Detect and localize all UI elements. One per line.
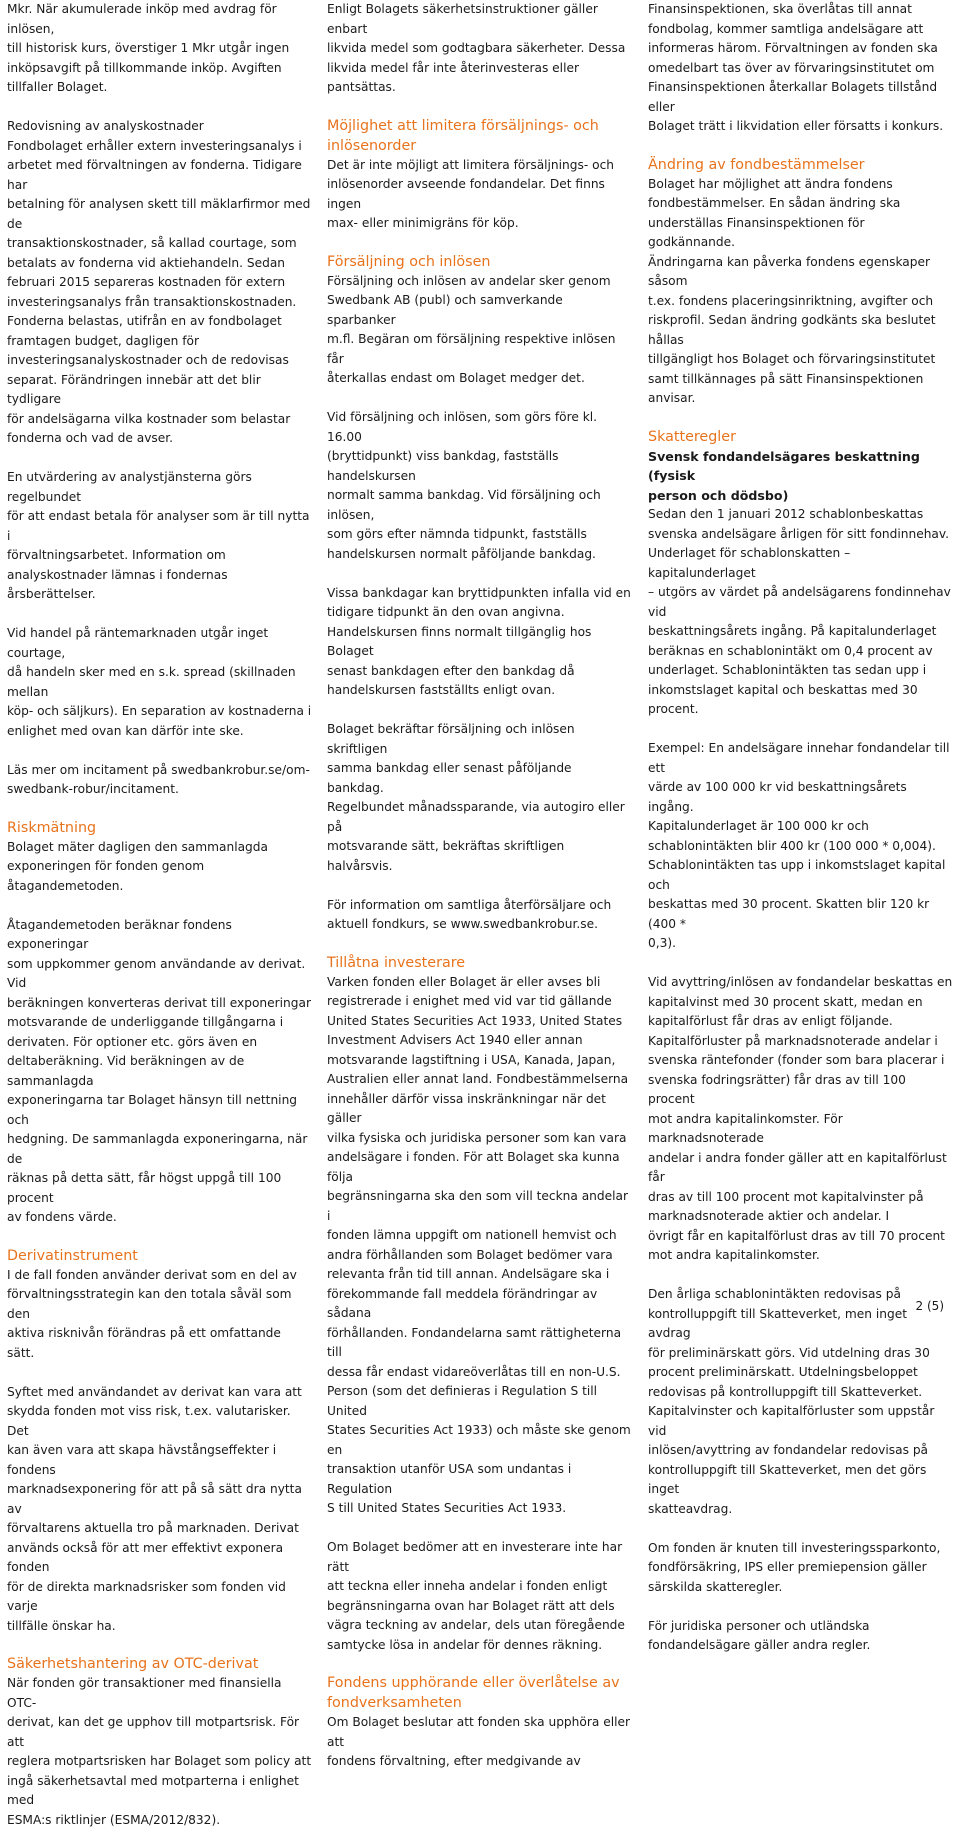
paragraph: Enligt Bolagets säkerhetsinstruktioner gäller enbart likvida medel som godtagbara säkerheter. Dessa likvida medel får inte återinvesteras eller pantsättas. — [327, 2, 626, 94]
section-heading-tillatna-investerare: Tillåtna investerare — [327, 954, 466, 971]
paragraph: Syftet med användandet av derivat kan vara att skydda fonden mot viss risk, t.ex. valutarisker. Det kan även vara att skapa hävstångseffekter i fondens marknadsexponering för att på så sätt dra nytta av förvaltarens aktuella tro på marknaden. Derivat används också för att mer effektivt exponera fonden för de direkta marknadsrisker som fonden vid varje tillfälle önskar ha. — [7, 1384, 302, 1633]
paragraph: För juridiska personer och utländska fondandelsägare gäller andra regler. — [648, 1618, 871, 1652]
paragraph: Om fonden är knuten till investeringssparkonto, fondförsäkring, IPS eller premiepension gäller särskilda skatteregler. — [648, 1540, 941, 1594]
paragraph: Det är inte möjligt att limitera försäljnings- och inlösenorder avseende fondandelar. Det finns ingen max- eller minimigräns för köp. — [327, 157, 615, 230]
paragraph: Vid handel på räntemarknaden utgår inget courtage, då handeln sker med en s.k. spread (skillnaden mellan köp- och säljkurs). En separation av kostnaderna i enlighet med ovan kan därför inte ske. — [7, 626, 312, 738]
paragraph: För information om samtliga återförsäljare och aktuell fondkurs, se www.swedbankrobur.se. — [327, 897, 612, 931]
paragraph: Försäljning och inlösen av andelar sker genom Swedbank AB (publ) och samverkande sparbanker m.fl. Begäran om försäljning respektive inlösen får återkallas endast om Bolaget medger det. — [327, 273, 616, 385]
paragraph: Vid avyttring/inlösen av fondandelar beskattas en kapitalvinst med 30 procent skatt, medan en kapitalförlust får dras av enligt följande. Kapitalförluster på marknadsnoterade andelar i svenska räntefonder (fonder som bara placerar i svenska fodringsrätter) får dras av till 100 procent mot andra kapitalinkomster. För marknadsnoterade andelar i andra fonder gäller att en kapitalförlust får dras av till 100 procent mot kapitalvinster på marknadsnoterade aktier och andelar. I övrigt får en kapitalförlust dras av till 70 procent mot andra kapitalinkomster. — [648, 975, 953, 1262]
paragraph: Varken fonden eller Bolaget är eller avses bli registrerade i enighet med vid var tid gällande United States Securities Act 1933, United States Investment Advisers Act 1940 eller annan motsvarande lagstiftning i USA, Kanada, Japan, Australien eller annat land. Fondbestämmelserna innehåller därför vissa inskränkningar när det gäller vilka fysiska och juridiska personer som kan vara andelsägare i fonden. För att Bolaget ska kunna följa begränsningarna ska den som vill teckna andelar i fonden lämna uppgift om nationell hemvist och andra förhållanden som Bolaget bedömer vara relevanta från tid till annan. Andelsägare ska i förekommande fall meddela förändringar av sådana förhållanden. Fondandelarna samt rättigheterna till dessa får endast vidareöverlåtas till en non-U.S. Person (som det definieras i Regulation S till United States Securities Act 1933) och måste ske genom en transaktion utanför USA som undantas i Regulation S till United States Securities Act 1933. — [327, 974, 631, 1515]
column-1 — [7, 0, 312, 1830]
section-heading-andring: Ändring av fondbestämmelser — [648, 156, 865, 173]
paragraph: Vissa bankdagar kan bryttidpunkten infalla vid en tidigare tidpunkt än den ovan angivna. Handelskursen finns normalt tillgänglig hos Bolaget senast bankdagen efter den bankdag då handelskursen fastställts enligt ovan. — [327, 585, 631, 697]
paragraph: Den årliga schablonintäkten redovisas på kontrolluppgift till Skatteverket, men inget avdrag för preliminärskatt görs. Vid utdelning dras 30 procent preliminärskatt. Utdelningsbeloppet redovisas på kontrolluppgift till Skatteverket. Kapitalvinster och kapitalförluster som uppstår vid inlösen/avyttring av fondandelar redovisas på kontrolluppgift till Skatteverket, men det görs inget skatteavdrag. — [648, 1287, 935, 1516]
subheading-svensk-beskattning: Svensk fondandelsägares beskattning (fysisk person och dödsbo) — [648, 448, 920, 503]
paragraph: Bolaget bekräftar försäljning och inlösen skriftligen samma bankdag eller senast påföljande bankdag. Regelbundet månadssparande, via autogiro eller på motsvarande sätt, bekräftas skriftligen halvårsvis. — [327, 722, 625, 873]
paragraph: I de fall fonden använder derivat som en del av förvaltningsstrategin kan den totala såväl som den aktiva risknivån förändras på ett omfattande sätt. — [7, 1267, 297, 1360]
section-heading-forsaljning: Försäljning och inlösen — [327, 253, 491, 270]
paragraph: Fondbolaget erhåller extern investeringsanalys i arbetet med förvaltningen av fonderna. Tidigare har betalning för analysen skett till mäklarfirmor med de transaktionskostnader, så kallad courtage, som betalats av fonderna vid aktiehandeln. Sedan februari 2015 separeras kostnaden för extern investeringsanalys från transaktionskostnaden. Fonderna belastas, utifrån en av fondbolaget framtagen budget, dagligen för investeringsanalyskostnader och de redovisas separat. Förändringen innebär att det blir tydligare för andelsägarna vilka kostnader som belastar fonderna och vad de avser. — [7, 138, 311, 445]
paragraph: Om Bolaget beslutar att fonden ska upphöra eller att fondens förvaltning, efter medgivande av — [327, 1715, 630, 1768]
paragraph: Finansinspektionen, ska överlåtas till annat fondbolag, kommer samtliga andelsägare att informeras härom. Förvaltningen av fonden ska omedelbart tas över av förvaringsinstitutet om Finansinspektionen återkallar Bolagets tillstånd eller Bolaget trätt i likvidation eller försatts i konkurs. — [648, 2, 944, 133]
paragraph: Sedan den 1 januari 2012 schablonbeskattas svenska andelsägare årligen för sitt fondinnehav. Underlaget för schablonskatten – kapitalunderlaget – utgörs av värdet på andelsägarens fondinnehav vid beskattningsårets ingång. På kapitalunderlaget beräknas en schablonintäkt om 0,4 procent av underlaget. Schablonintäkten tas sedan upp i inkomstslaget kapital och beskattas med 30 procent. — [648, 507, 951, 716]
paragraph: Bolaget har möjlighet att ändra fondens fondbestämmelser. En sådan ändring ska underställas Finansinspektionen för godkännande. Ändringarna kan påverka fondens egenskaper såsom t.ex. fondens placeringsinriktning, avgifter och riskprofil. Sedan ändring godkänts ska beslutet hållas tillgängligt hos Bolaget och förvaringsinstitutet samt tillkännages på sätt Finansinspektionen anvisar. — [648, 176, 936, 405]
paragraph-link-text: Läs mer om incitament på swedbankrobur.se/om- swedbank-robur/incitament. — [7, 762, 310, 796]
paragraph: En utvärdering av analystjänsterna görs regelbundet för att endast betala för analyser som är till nytta i förvaltningsarbetet. Information om analyskostnader lämnas i fondernas årsberättelser. — [7, 470, 310, 601]
paragraph: Åtagandemetoden beräknar fondens exponeringar som uppkommer genom användande av derivat. Vid beräkningen konverteras derivat till exponeringar motsvarande de underliggande tillgångarna i derivaten. För optioner etc. görs även en deltaberäkning. Vid beräkningen av de sammanlagda exponeringarna tar Bolaget hänsyn till nettning och hedgning. De sammanlagda exponeringarna, när de räknas på detta sätt, får högst uppgå till 100 procent av fondens värde. — [7, 917, 311, 1224]
section-subheading: Redovisning av analyskostnader — [7, 119, 204, 133]
paragraph: När fonden gör transaktioner med finansiella OTC- derivat, kan det ge upphov till motpartsrisk. För att reglera motpartsrisken har Bolaget som policy att ingå säkerhetsavtal med motparterna i enlighet med ESMA:s riktlinjer (ESMA/2012/832). — [7, 1676, 312, 1827]
section-heading-upphorande: Fondens upphörande eller överlåtelse av fondverksamheten — [327, 1675, 620, 1711]
paragraph: Om Bolaget bedömer att en investerare inte har rätt att teckna eller inneha andelar i fonden enligt begränsningarna ovan har Bolaget rätt att dels vägra teckning av andelar, dels utan föregående samtycke lösa in andelar för dennes räkning. — [327, 1540, 625, 1652]
section-heading-otc-derivat: Säkerhetshantering av OTC-derivat — [7, 1656, 259, 1672]
column-3 — [648, 0, 953, 1656]
section-heading-limitera: Möjlighet att limitera försäljnings- och inlösenorder — [327, 117, 599, 154]
section-heading-skatteregler: Skatteregler — [648, 428, 736, 445]
section-heading-derivatinstrument: Derivatinstrument — [7, 1247, 138, 1264]
paragraph-example: Exempel: En andelsägare innehar fondandelar till ett värde av 100 000 kr vid beskattningsårets ingång. Kapitalunderlaget är 100 000 kr och schablonintäkten blir 400 kr (100 000 * 0,004). Schablonintäkten tas upp i inkomstslaget kapital och beskattas med 30 procent. Skatten blir 120 kr (400 * 0,3). — [648, 741, 950, 950]
section-heading-riskmatning: Riskmätning — [7, 819, 97, 836]
page-number: 2 (5) — [915, 1299, 944, 1313]
paragraph: Bolaget mäter dagligen den sammanlagda exponeringen för fonden genom åtagandemetoden. — [7, 839, 268, 893]
column-2 — [327, 0, 632, 1772]
paragraph: Mkr. När akumulerade inköp med avdrag för inlösen, till historisk kurs, överstiger 1 Mkr utgår ingen inköpsavgift på tillkommande inköp. Avgiften tillfaller Bolaget. — [7, 2, 290, 94]
paragraph: Vid försäljning och inlösen, som görs före kl. 16.00 (bryttidpunkt) viss bankdag, fastställs handelskursen normalt samma bankdag. Vid försäljning och inlösen, som görs efter nämnda tidpunkt, fastställs handelskursen normalt påföljande bankdag. — [327, 410, 601, 561]
